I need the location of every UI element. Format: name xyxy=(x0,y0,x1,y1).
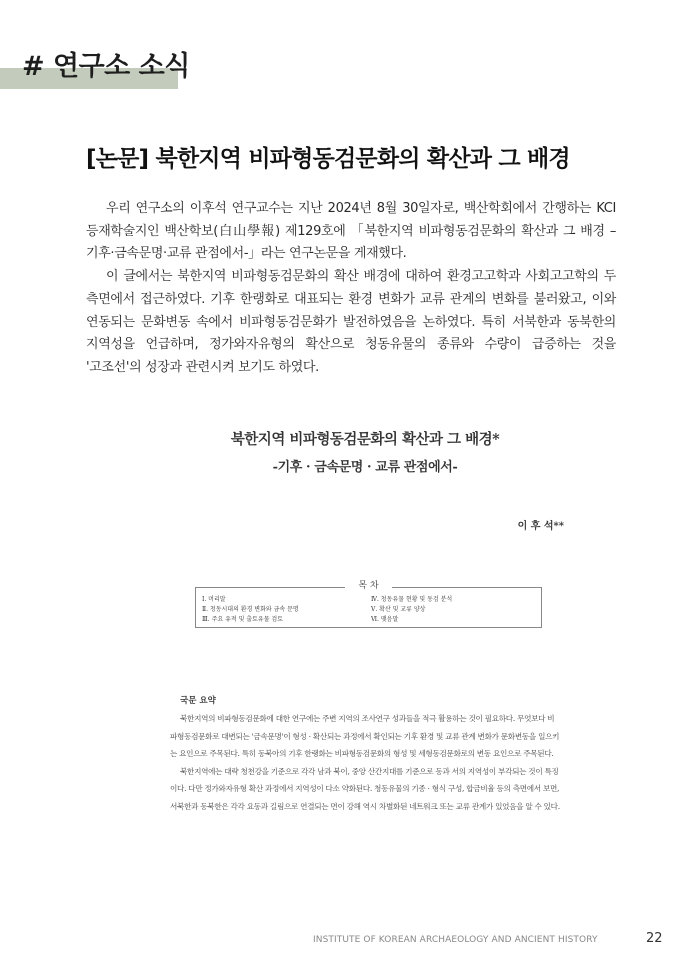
article-paragraph: 우리 연구소의 이후석 연구교수는 지난 2024년 8월 30일자로, 백산학회에서 간행하는 KCI 등재학술지인 백산학보(白山學報) 제129호에 「북한지역 비파형동검문화의 확산과 그 배경 –기후·금속문명·교류 관점에서-」라는 연구논문을 게재했다. xyxy=(86,201,616,262)
abstract-body xyxy=(170,710,560,816)
abstract-paragraph: 북한지역에는 대략 청천강을 기준으로 각각 남과 북이, 중앙 산간지대를 기준으로 동과 서의 지역성이 부각되는 것이 특징이다. 다만 정가와자유형 확산 과정에서 지역성이 다소 약화된다. 청동유물의 기종 · 형식 구성, 합금비율 등의 측면에서 보면, 서북한과 동북한은 각각 요동과 길림으로 연결되는 면이 강해 역시 차별화된 네트워크 또는 교류 관계가 있었음을 알 수 있다. xyxy=(170,766,560,811)
paper-author: 이 후 석** xyxy=(517,521,564,532)
abstract-heading: 국문 요약 xyxy=(180,696,216,706)
toc-item: Ⅳ. 청동유물 현황 및 동검 분석 xyxy=(371,596,453,603)
section-label: # 연구소 소식 xyxy=(22,51,190,82)
abstract-paragraph: 북한지역의 비파형동검문화에 대한 연구에는 주변 지역의 조사연구 성과들을 적극 활용하는 것이 필요하다. 무엇보다 비파형동검문화로 대변되는 '금속문명'이 형성 · 확산되는 과정에서 확인되는 기후 환경 및 교류 관계 변화가 문화변동을 일으키는 요인으로 주목된다. 특히 동북아의 기후 한랭화는 비파형동검문화의 형성 및 세형동검문화로의 변동 요인으로 주목된다. xyxy=(170,714,560,759)
paper-title: 북한지역 비파형동검문화의 확산과 그 배경* xyxy=(230,431,500,448)
toc-column-right xyxy=(371,595,452,625)
toc-item: Ⅲ. 주요 유적 및 출토유물 검토 xyxy=(202,616,283,623)
paper-excerpt-image xyxy=(160,420,570,860)
paper-subtitle: -기후 · 금속문명 · 교류 관점에서- xyxy=(272,460,458,475)
toc-item: Ⅱ. 청동시대의 환경 변화와 금속 문명 xyxy=(202,606,299,613)
footer-institute: INSTITUTE OF KOREAN ARCHAEOLOGY AND ANCIENT HISTORY xyxy=(313,935,598,945)
article-paragraph: 이 글에서는 북한지역 비파형동검문화의 확산 배경에 대하여 환경고고학과 사회고고학의 두 측면에서 접근하였다. 기후 한랭화로 대표되는 환경 변화가 교류 관계의 변화를 불러왔고, 이와 연동되는 문화변동 속에서 비파형동검문화가 발전하였음을 논하였다. 특히 서북한과 동북한의 지역성을 언급하며, 정가와자유형의 확산으로 청동유물의 종류와 수량이 급증하는 것을 '고조선'의 성장과 관련시켜 보기도 하였다. xyxy=(86,269,616,375)
toc-item: Ⅴ. 확산 및 교류 양상 xyxy=(371,606,426,613)
table-of-contents xyxy=(195,581,542,628)
toc-item: Ⅰ. 머리말 xyxy=(202,596,226,603)
article-body xyxy=(86,198,616,380)
article-title: [논문] 북한지역 비파형동검문화의 확산과 그 배경 xyxy=(86,146,570,172)
toc-item: Ⅵ. 맺음말 xyxy=(371,616,399,623)
toc-heading: 목 차 xyxy=(358,581,379,591)
page-number: 22 xyxy=(646,931,663,946)
toc-column-left xyxy=(202,595,299,625)
